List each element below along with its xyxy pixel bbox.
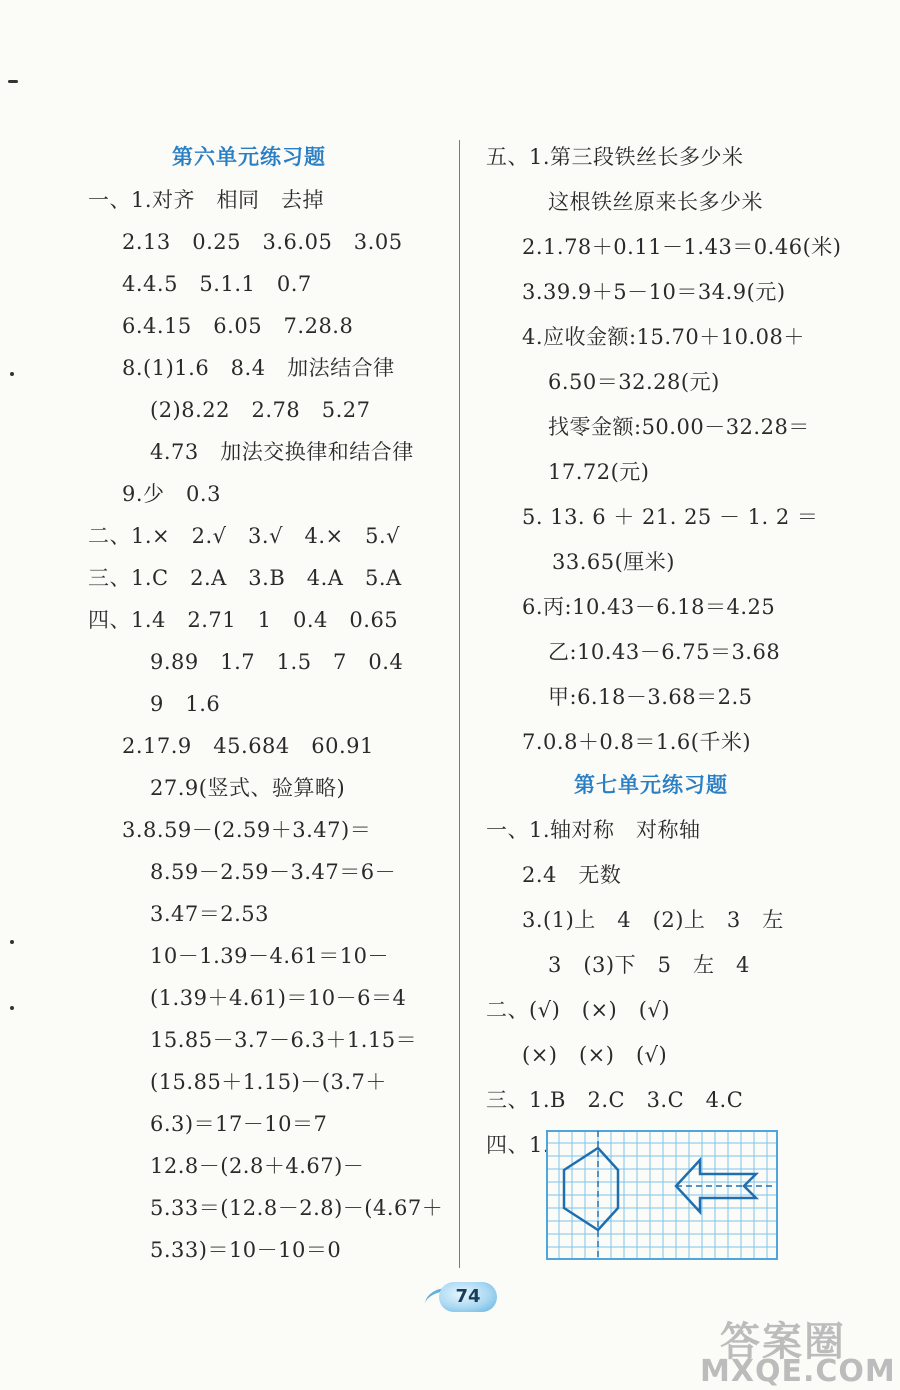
answer-line: 6.丙:10.43－6.18＝4.25 bbox=[522, 595, 776, 619]
scan-mark bbox=[10, 372, 14, 376]
answer-line: 找零金额:50.00－32.28＝ bbox=[548, 415, 810, 439]
answer-line: 8.59－2.59－3.47＝6－ bbox=[150, 860, 397, 884]
answer-line: 3 (3)下 5 左 4 bbox=[548, 953, 750, 977]
answer-line: 6.50＝32.28(元) bbox=[548, 370, 720, 394]
answer-line: (1.39＋4.61)＝10－6＝4 bbox=[150, 986, 407, 1010]
answer-line: 二、(√) (×) (√) bbox=[486, 998, 671, 1022]
answer-line: 17.72(元) bbox=[548, 460, 650, 484]
scan-mark bbox=[10, 940, 14, 944]
answer-line: 27.9(竖式、验算略) bbox=[150, 776, 346, 800]
answer-line: 8.(1)1.6 8.4 加法结合律 bbox=[122, 356, 395, 380]
answer-line: 五、1.第三段铁丝长多少米 bbox=[486, 145, 744, 169]
answer-line: 7.0.8＋0.8＝1.6(千米) bbox=[522, 730, 752, 754]
answer-line: 2.13 0.25 3.6.05 3.05 bbox=[122, 230, 403, 254]
answer-line: 3.8.59－(2.59＋3.47)＝ bbox=[122, 818, 372, 842]
answer-line: 3.(1)上 4 (2)上 3 左 bbox=[522, 908, 784, 932]
answer-line: 4.73 加法交换律和结合律 bbox=[150, 440, 414, 464]
answer-line: 9 1.6 bbox=[150, 692, 221, 716]
answer-line: 12.8－(2.8＋4.67)－ bbox=[150, 1154, 365, 1178]
answer-line: (15.85＋1.15)－(3.7＋ bbox=[150, 1070, 387, 1094]
answer-line: 6.3)＝17－10＝7 bbox=[150, 1112, 328, 1136]
answer-line: 2.1.78＋0.11－1.43＝0.46(米) bbox=[522, 235, 842, 259]
answer-line: 2.4 无数 bbox=[522, 863, 622, 887]
answer-line: 4.应收金额:15.70＋10.08＋ bbox=[522, 325, 805, 349]
answer-line: 5.33＝(12.8－2.8)－(4.67＋ bbox=[150, 1196, 444, 1220]
answer-line: 4.4.5 5.1.1 0.7 bbox=[122, 272, 312, 296]
answer-line: 三、1.C 2.A 3.B 4.A 5.A bbox=[88, 566, 402, 590]
answer-line: 2.17.9 45.684 60.91 bbox=[122, 734, 374, 758]
answer-line: 甲:6.18－3.68＝2.5 bbox=[548, 685, 753, 709]
grid-svg bbox=[546, 1130, 778, 1260]
answer-line: 四、1.4 2.71 1 0.4 0.65 bbox=[88, 608, 399, 632]
answer-line: 9.少 0.3 bbox=[122, 482, 221, 506]
answer-line: 10－1.39－4.61＝10－ bbox=[150, 944, 389, 968]
symmetry-grid-figure bbox=[546, 1130, 778, 1264]
answer-line: 一、1.对齐 相同 去掉 bbox=[88, 188, 325, 212]
answer-line: 9.89 1.7 1.5 7 0.4 bbox=[150, 650, 404, 674]
answer-line: 三、1.B 2.C 3.C 4.C bbox=[486, 1088, 744, 1112]
column-divider bbox=[459, 140, 460, 1268]
answer-line: (×) (×) (√) bbox=[522, 1043, 668, 1067]
answer-line: 15.85－3.7－6.3＋1.15＝ bbox=[150, 1028, 418, 1052]
scan-mark bbox=[8, 80, 18, 83]
answer-line: 四、1. bbox=[486, 1133, 551, 1157]
answer-line: 5. 13. 6 ＋ 21. 25 － 1. 2 ＝ bbox=[522, 505, 819, 529]
answer-line: 5.33)＝10－10＝0 bbox=[150, 1238, 342, 1262]
answer-line: 33.65(厘米) bbox=[552, 550, 676, 574]
answer-line: 6.4.15 6.05 7.28.8 bbox=[122, 314, 354, 338]
answer-line: 这根铁丝原来长多少米 bbox=[548, 190, 763, 214]
answer-line: 3.39.9＋5－10＝34.9(元) bbox=[522, 280, 786, 304]
page-number-badge bbox=[425, 1278, 497, 1314]
unit-6-title: 第六单元练习题 bbox=[172, 145, 326, 169]
watermark-url: MXQE.COM bbox=[700, 1354, 896, 1389]
page-number: 74 bbox=[439, 1282, 497, 1312]
answer-line: (2)8.22 2.78 5.27 bbox=[150, 398, 371, 422]
answer-line: 一、1.轴对称 对称轴 bbox=[486, 818, 701, 842]
answer-line: 3.47＝2.53 bbox=[150, 902, 270, 926]
scan-mark bbox=[10, 1006, 14, 1010]
watermark-logo: 答案圈 bbox=[720, 1319, 846, 1365]
answer-line: 乙:10.43－6.75＝3.68 bbox=[548, 640, 781, 664]
watermark bbox=[700, 1310, 896, 1389]
answer-line: 二、1.× 2.√ 3.√ 4.× 5.√ bbox=[88, 524, 401, 548]
unit-7-title: 第七单元练习题 bbox=[574, 773, 728, 797]
